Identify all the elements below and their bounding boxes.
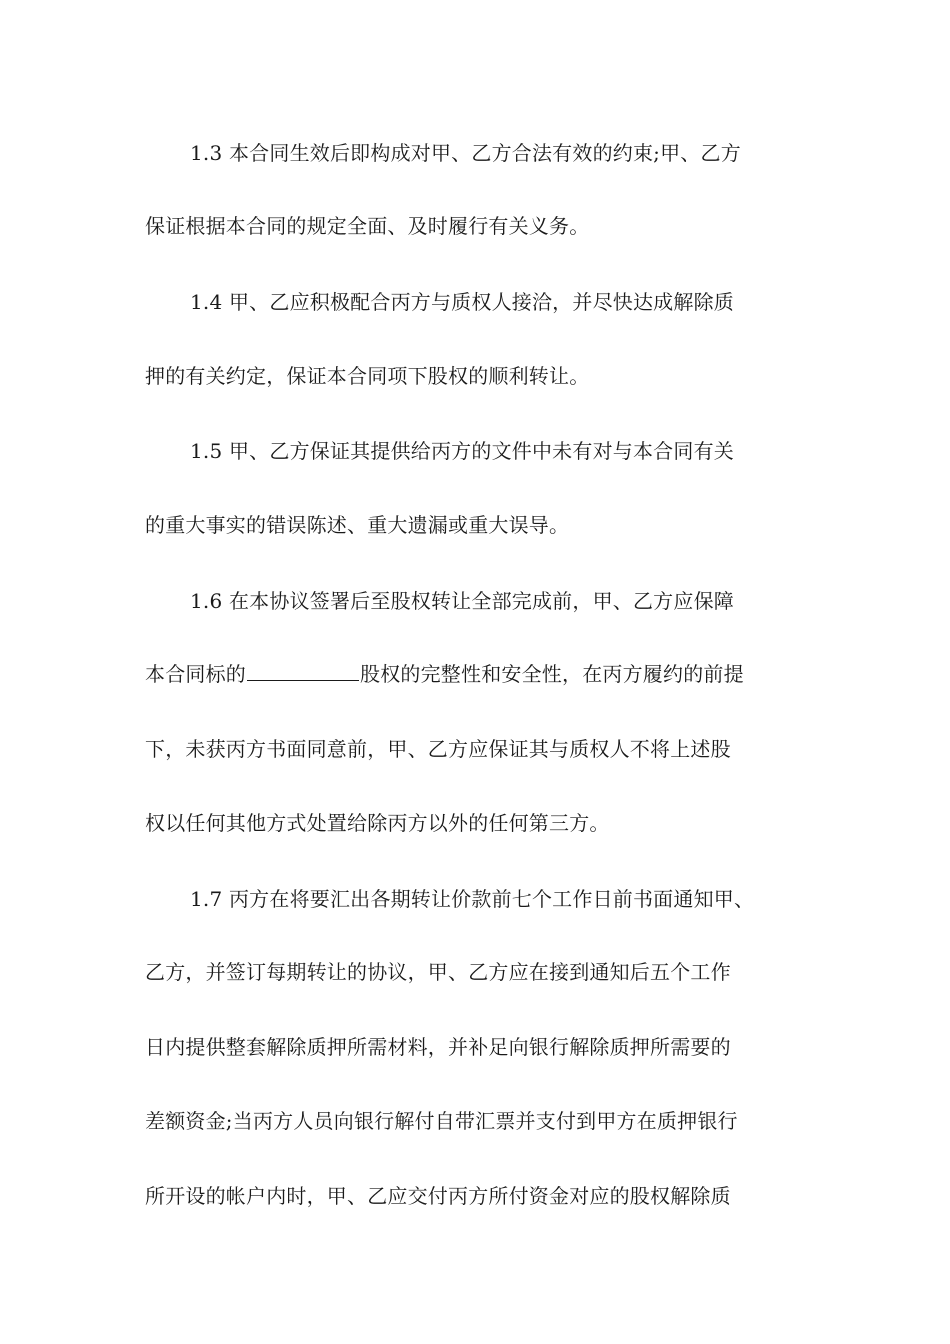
fill-in-blank (247, 660, 359, 681)
clause-1-6-line-3: 下，未获丙方书面同意前，甲、乙方应保证其与质权人不将上述股 (145, 737, 731, 761)
clause-1-7-line-4: 差额资金;当丙方人员向银行解付自带汇票并支付到甲方在质押银行 (145, 1109, 738, 1133)
clause-1-3-line-2: 保证根据本合同的规定全面、及时履行有关义务。 (145, 214, 590, 238)
clause-1-5-line-1: 1.5 甲、乙方保证其提供给丙方的文件中未有对与本合同有关 (190, 439, 734, 463)
clause-1-4-line-2: 押的有关约定，保证本合同项下股权的顺利转让。 (145, 364, 590, 388)
clause-1-7-line-1: 1.7 丙方在将要汇出各期转让价款前七个工作日前书面通知甲、 (190, 887, 755, 911)
clause-1-7-line-3: 日内提供整套解除质押所需材料，并补足向银行解除质押所需要的 (145, 1035, 731, 1059)
clause-1-3-line-1: 1.3 本合同生效后即构成对甲、乙方合法有效的约束;甲、乙方 (190, 141, 741, 165)
clause-1-6-line-2-before: 本合同标的 (145, 662, 246, 686)
clause-1-7-line-2: 乙方，并签订每期转让的协议，甲、乙方应在接到通知后五个工作 (145, 960, 731, 984)
clause-1-5-line-2: 的重大事实的错误陈述、重大遗漏或重大误导。 (145, 513, 570, 537)
clause-1-6-line-1: 1.6 在本协议签署后至股权转让全部完成前，甲、乙方应保障 (190, 589, 734, 613)
clause-1-6-line-4: 权以任何其他方式处置给除丙方以外的任何第三方。 (145, 811, 610, 835)
clause-1-6-line-2 (145, 660, 845, 688)
clause-1-6-line-2-after: 股权的完整性和安全性，在丙方履约的前提 (360, 662, 744, 686)
clause-1-4-line-1: 1.4 甲、乙应积极配合丙方与质权人接洽，并尽快达成解除质 (190, 290, 734, 314)
clause-1-7-line-5: 所开设的帐户内时，甲、乙应交付丙方所付资金对应的股权解除质 (145, 1184, 731, 1208)
